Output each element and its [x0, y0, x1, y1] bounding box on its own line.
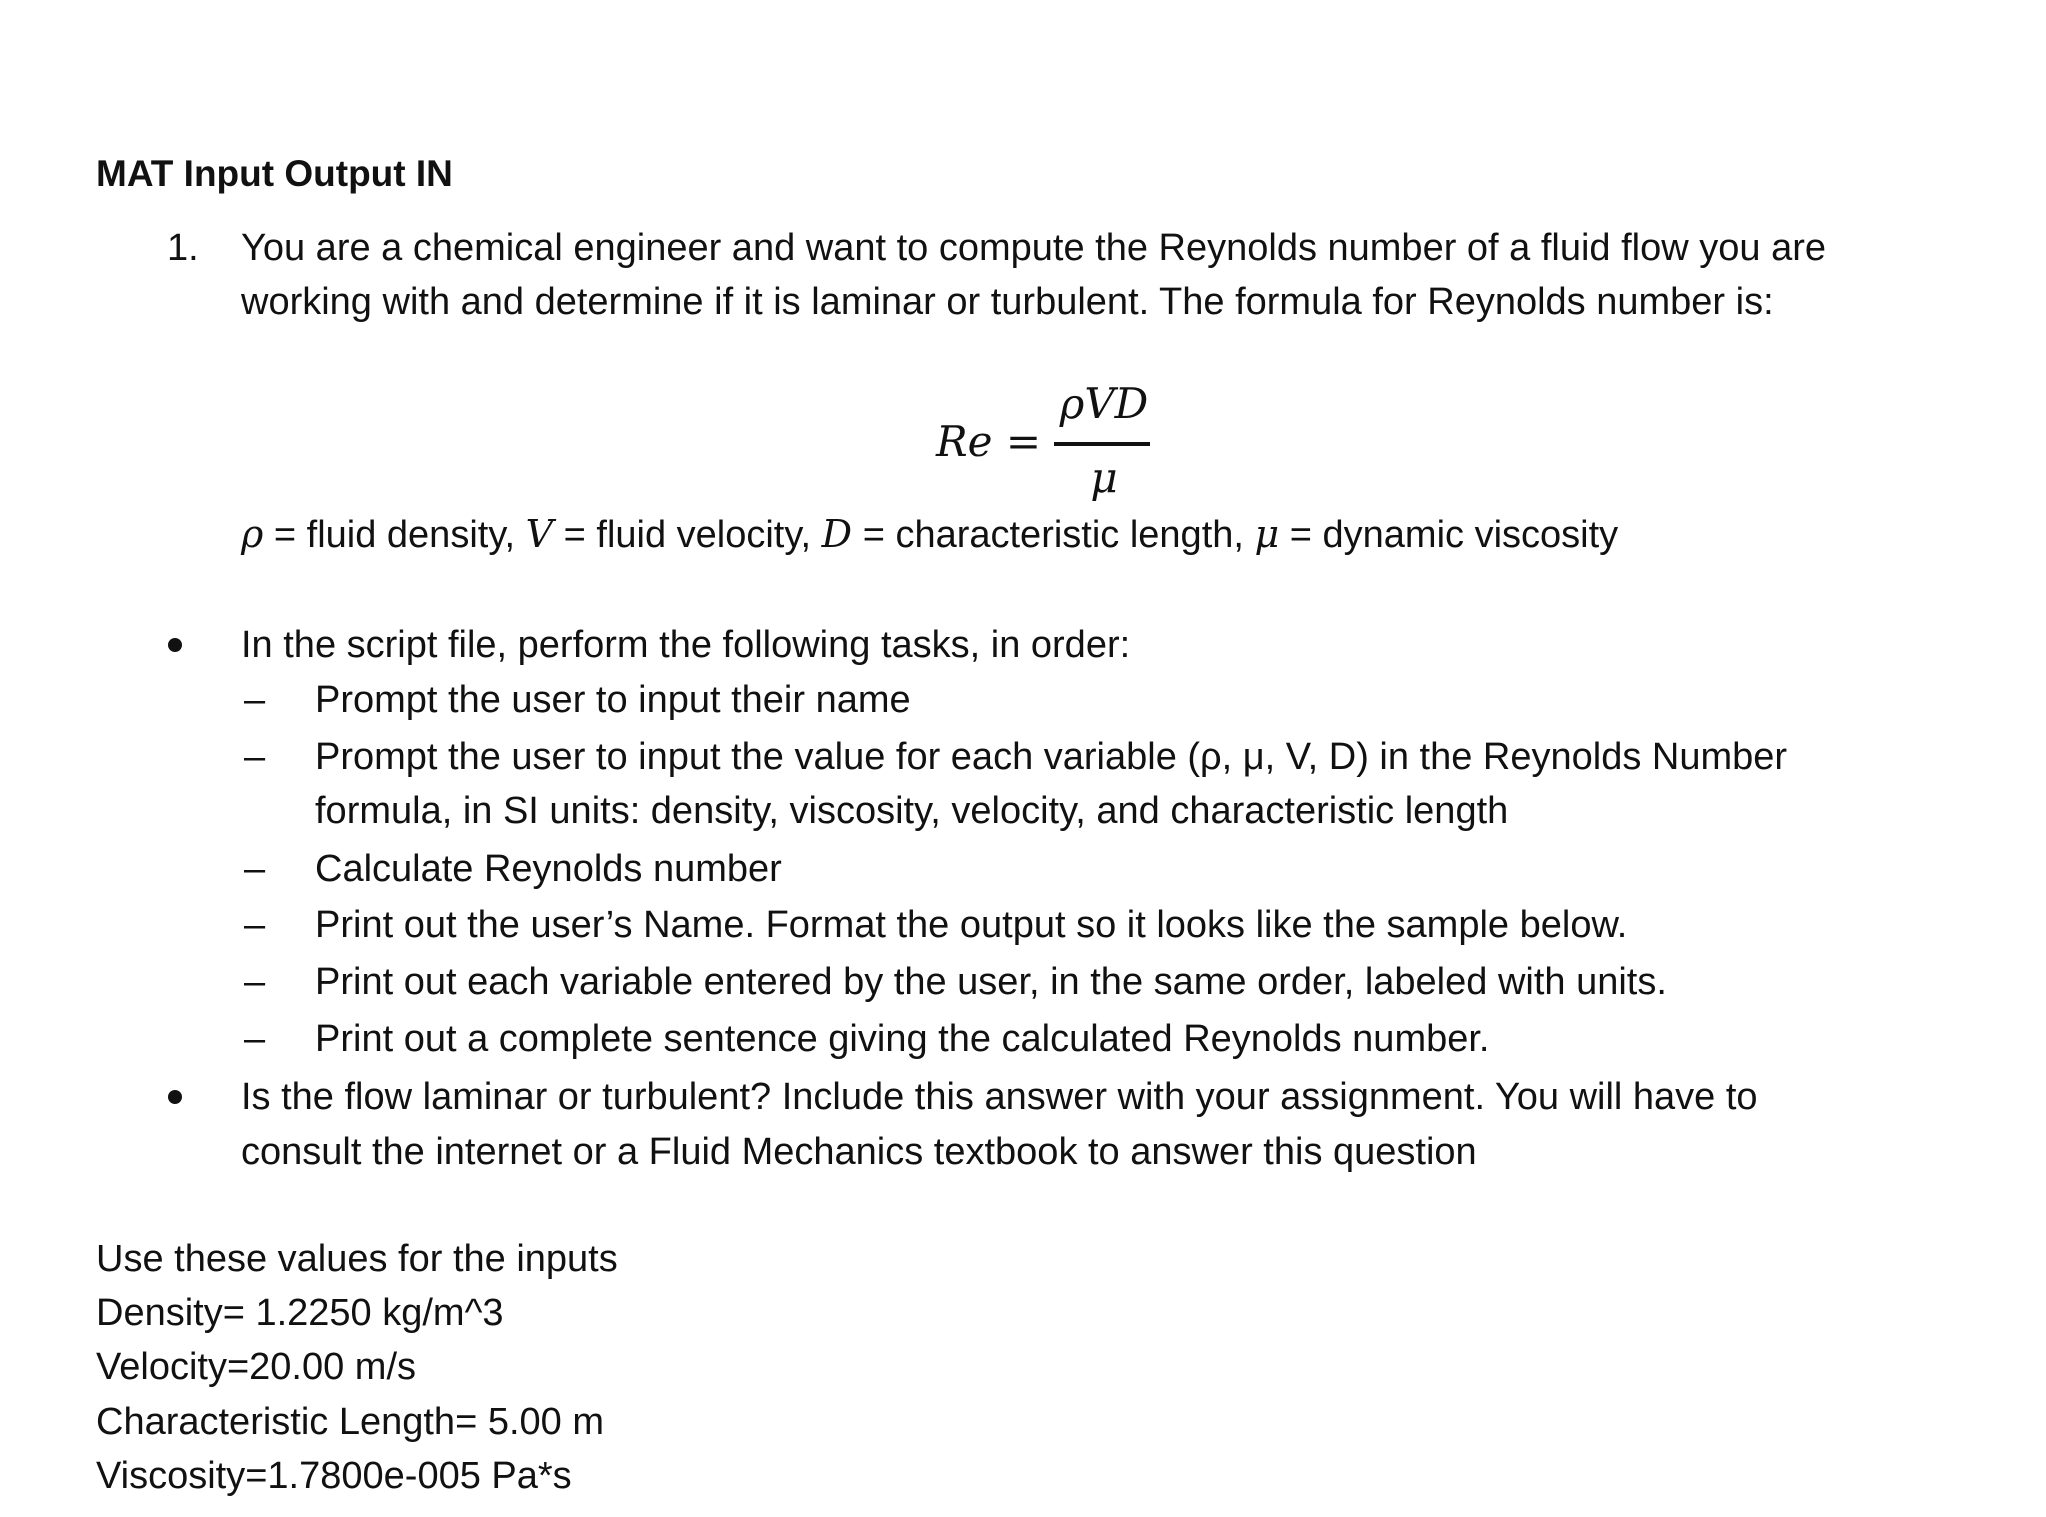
input-viscosity: Viscosity=1.7800e-005 Pa*s	[96, 1455, 572, 1497]
input-density: Density= 1.2250 kg/m^3	[96, 1292, 504, 1334]
formula-denominator: μ	[1090, 453, 1118, 502]
question-number: 1.	[167, 227, 199, 269]
dash-icon: –	[244, 848, 266, 890]
task-item: Prompt the user to input the value for each variable (ρ, μ, V, D) in the Reynolds Number	[315, 736, 1788, 778]
v-definition: = fluid velocity,	[553, 514, 822, 556]
task-item: Print out a complete sentence giving the calculated Reynolds number.	[315, 1018, 1490, 1060]
rho-symbol: ρ	[241, 512, 264, 556]
dash-icon: –	[244, 904, 266, 946]
bullet-text: Is the flow laminar or turbulent? Include this answer with your assignment. You will have to	[241, 1076, 1758, 1118]
bullet-icon	[168, 638, 182, 652]
dash-icon: –	[244, 961, 266, 1003]
question-text-line: working with and determine if it is laminar or turbulent. The formula for Reynolds number is:	[241, 281, 1774, 323]
page-title: MAT Input Output IN	[96, 153, 453, 194]
mu-definition: = dynamic viscosity	[1279, 514, 1619, 556]
rho-definition: = fluid density,	[263, 514, 526, 556]
d-definition: = characteristic length,	[852, 514, 1255, 556]
d-symbol: D	[821, 512, 853, 556]
dash-icon: –	[244, 736, 266, 778]
input-length: Characteristic Length= 5.00 m	[96, 1401, 604, 1443]
bullet-text: In the script file, perform the following tasks, in order:	[241, 624, 1131, 666]
bullet-text: consult the internet or a Fluid Mechanics textbook to answer this question	[241, 1131, 1477, 1173]
dash-icon: –	[244, 679, 266, 721]
task-item: Calculate Reynolds number	[315, 848, 782, 890]
inputs-heading: Use these values for the inputs	[96, 1238, 618, 1280]
input-velocity: Velocity=20.00 m/s	[96, 1346, 417, 1388]
task-item: formula, in SI units: density, viscosity, velocity, and characteristic length	[315, 790, 1509, 832]
fraction-bar	[1054, 442, 1150, 446]
variable-definitions	[241, 512, 1618, 557]
question-text-line: You are a chemical engineer and want to compute the Reynolds number of a fluid flow you are	[241, 227, 1826, 269]
bullet-icon	[168, 1090, 182, 1104]
v-symbol: V	[525, 512, 554, 556]
task-item: Print out each variable entered by the user, in the same order, labeled with units.	[315, 961, 1667, 1003]
dash-icon: –	[244, 1018, 266, 1060]
mu-symbol: μ	[1254, 512, 1280, 556]
task-item: Print out the user’s Name. Format the output so it looks like the sample below.	[315, 904, 1628, 946]
formula-numerator: ρVD	[1059, 379, 1149, 428]
task-item: Prompt the user to input their name	[315, 679, 911, 721]
formula-lhs: Re =	[936, 417, 1042, 466]
